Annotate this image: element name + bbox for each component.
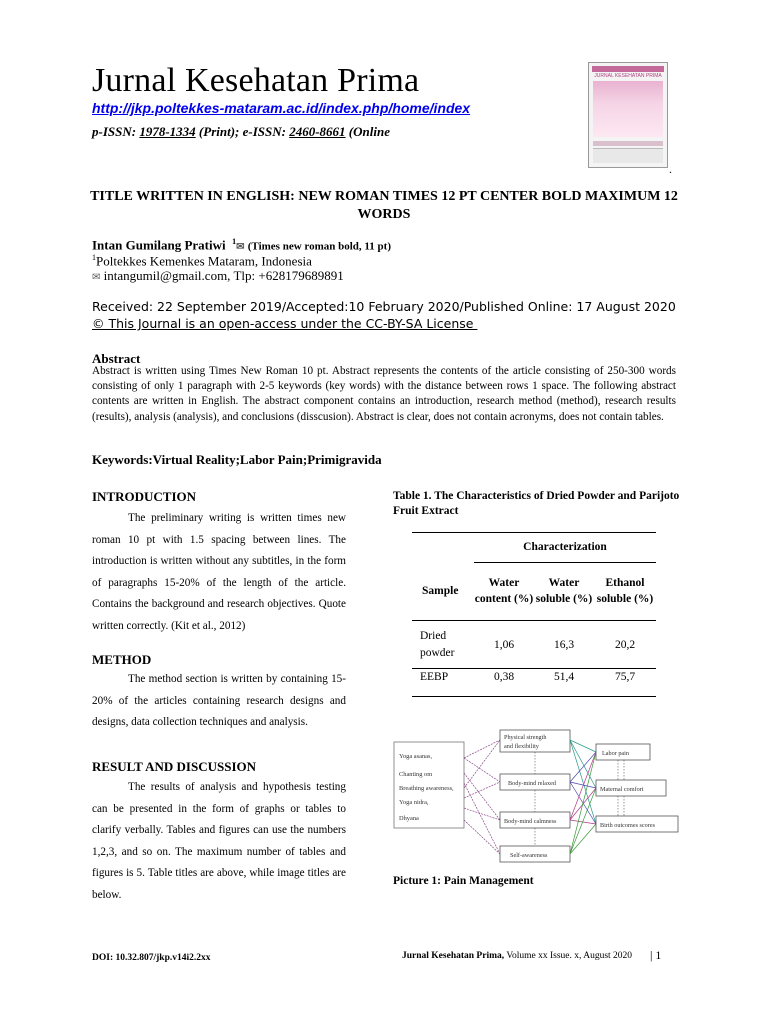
table-cell-water-soluble: 51,4 <box>534 669 594 697</box>
footer-page-number: | 1 <box>650 948 662 962</box>
issn-mid: (Print); e-ISSN: <box>195 124 290 139</box>
diagram-right-label: Labor pain <box>602 750 629 757</box>
table-header-sample: Sample <box>422 584 459 597</box>
characteristics-table <box>412 532 656 697</box>
table-row <box>412 621 656 669</box>
table-header-water-content: Water content (%) <box>474 577 534 605</box>
table-header-water-soluble: Water soluble (%) <box>535 577 593 605</box>
diagram-mid-label: Body-mind relaxed <box>508 780 556 787</box>
diagram-input-line: Chanting om <box>399 771 433 778</box>
diagram-right-label: Birth outcomes scores <box>600 822 655 829</box>
affiliation-superscript: 1 <box>92 253 96 262</box>
eissn-link[interactable]: 2460-8661 <box>289 124 346 139</box>
cover-art <box>593 81 663 137</box>
diagram-mid-label: Physical strength <box>504 734 547 741</box>
method-text: The method section is written by containing 15-20% of the articles containing research designs and designs, data collection techniques and analysis. <box>92 673 346 729</box>
diagram-input-line: Breathing awareness, <box>399 785 454 792</box>
table-cell-water-content: 1,06 <box>474 621 534 669</box>
cover-band <box>592 66 664 72</box>
diagram-input-line: Yoga nidra, <box>399 799 429 806</box>
cover-strip <box>593 141 663 146</box>
diagram-mid-label: and flexibility <box>504 743 539 750</box>
table-cell-water-content: 0,38 <box>474 669 534 697</box>
author-name: Intan Gumilang Pratiwi <box>92 237 226 253</box>
pissn-link[interactable]: 1978-1334 <box>139 124 196 139</box>
pain-management-diagram <box>392 728 682 868</box>
table-cell-empty <box>412 533 474 563</box>
cover-title: JURNAL KESEHATAN PRIMA <box>594 73 662 79</box>
diagram-mid-label: Self-awareness <box>510 852 548 859</box>
footer-journal <box>402 951 632 961</box>
paper-title: TITLE WRITTEN IN ENGLISH: NEW ROMAN TIMES 12 PT CENTER BOLD MAXIMUM 12 WORDS <box>90 189 678 222</box>
diagram-input-line: Yoga asanas, <box>399 753 433 760</box>
journal-cover-image <box>588 62 668 168</box>
contact: intangumil@gmail.com, Tlp: +628179689891 <box>103 268 344 283</box>
keywords: Keywords:Virtual Reality;Labor Pain;Primigravida <box>92 452 382 467</box>
issn-suffix: (Online <box>345 124 390 139</box>
diagram-mid-label: Body-mind calmness <box>504 818 557 825</box>
result-text: The results of analysis and hypothesis testing can be presented in the form of graphs or tables to clarify verbally. Tables and figures can use the numbers 1,2,3, and so on. The maximum number of tables and figures is 5. Table titles are above, while image titles are below. <box>92 781 346 901</box>
cover-footer <box>593 148 663 163</box>
trailing-dot: . <box>669 162 672 176</box>
table-cell-ethanol-soluble: 75,7 <box>594 669 656 697</box>
contact-line <box>92 268 344 284</box>
table-caption: Table 1. The Characteristics of Dried Powder and Parijoto Fruit Extract <box>393 490 680 517</box>
table-cell-sample: Dried powder <box>412 621 474 669</box>
table-row <box>412 669 656 697</box>
diagram-input-line: Dhyana <box>399 815 419 822</box>
diagram-connectors-right <box>570 740 596 854</box>
issn-line <box>92 124 390 140</box>
journal-title: Jurnal Kesehatan Prima <box>92 62 420 99</box>
table-cell-water-soluble: 16,3 <box>534 621 594 669</box>
journal-url-link[interactable]: http://jkp.poltekkes-mataram.ac.id/index.php/home/index <box>92 100 471 116</box>
diagram-right-label: Maternal comfort <box>600 786 644 793</box>
issn-prefix: p-ISSN: <box>92 124 140 139</box>
envelope-icon: ✉ <box>92 272 101 283</box>
diagram-mid-text <box>504 734 558 859</box>
table-group-header: Characterization <box>474 533 656 563</box>
table-cell-sample: EEBP <box>412 669 474 697</box>
table-cell-ethanol-soluble: 20,2 <box>594 621 656 669</box>
affiliation-line <box>92 253 312 269</box>
publication-dates: Received: 22 September 2019/Accepted:10 February 2020/Published Online: 17 August 2020 <box>92 299 676 314</box>
introduction-text: The preliminary writing is written times new roman 10 pt with 1.5 spacing between lines. The introduction is written without any subtitles, in the form of paragraphs 15-20% of the length of the article. Contains the background and research objectives. Quote written correctly. (Kit et al., 2012) <box>92 512 346 632</box>
abstract-text: Abstract is written using Times New Roman 10 pt. Abstract represents the contents of the article consisting of 250-300 words consisting of only 1 paragraph with 2-5 keywords (key words) with the distance between rows 1 space. The following abstract contents are written in English. The abstract component contains an introduction, research method (method), research results (results), analysis (analysis), and conclusions (disscusion). Abstract is clear, does not contain acronyms, does not contain tables. <box>92 365 676 423</box>
footer-volume: Volume xx Issue. x, August 2020 <box>504 951 633 961</box>
diagram-connectors-left <box>464 740 500 854</box>
author-superscript: 1 <box>232 237 237 246</box>
introduction-heading: INTRODUCTION <box>92 489 197 504</box>
license-link[interactable]: © This Journal is an open-access under the CC-BY-SA License <box>92 316 478 331</box>
footer-doi: DOI: 10.32.807/jkp.v14i2.2xx <box>92 953 211 963</box>
method-heading: METHOD <box>92 652 152 667</box>
table-header-ethanol-soluble: Ethanol soluble (%) <box>596 577 654 605</box>
author-note: (Times new roman bold, 11 pt) <box>247 240 391 253</box>
envelope-icon: ✉ <box>236 241 245 253</box>
affiliation: Poltekkes Kemenkes Mataram, Indonesia <box>96 253 312 269</box>
result-heading: RESULT AND DISCUSSION <box>92 759 257 774</box>
abstract-heading: Abstract <box>92 351 141 366</box>
footer-journal-name: Jurnal Kesehatan Prima, <box>402 951 505 961</box>
figure-caption: Picture 1: Pain Management <box>393 875 534 887</box>
author-line <box>92 237 391 253</box>
